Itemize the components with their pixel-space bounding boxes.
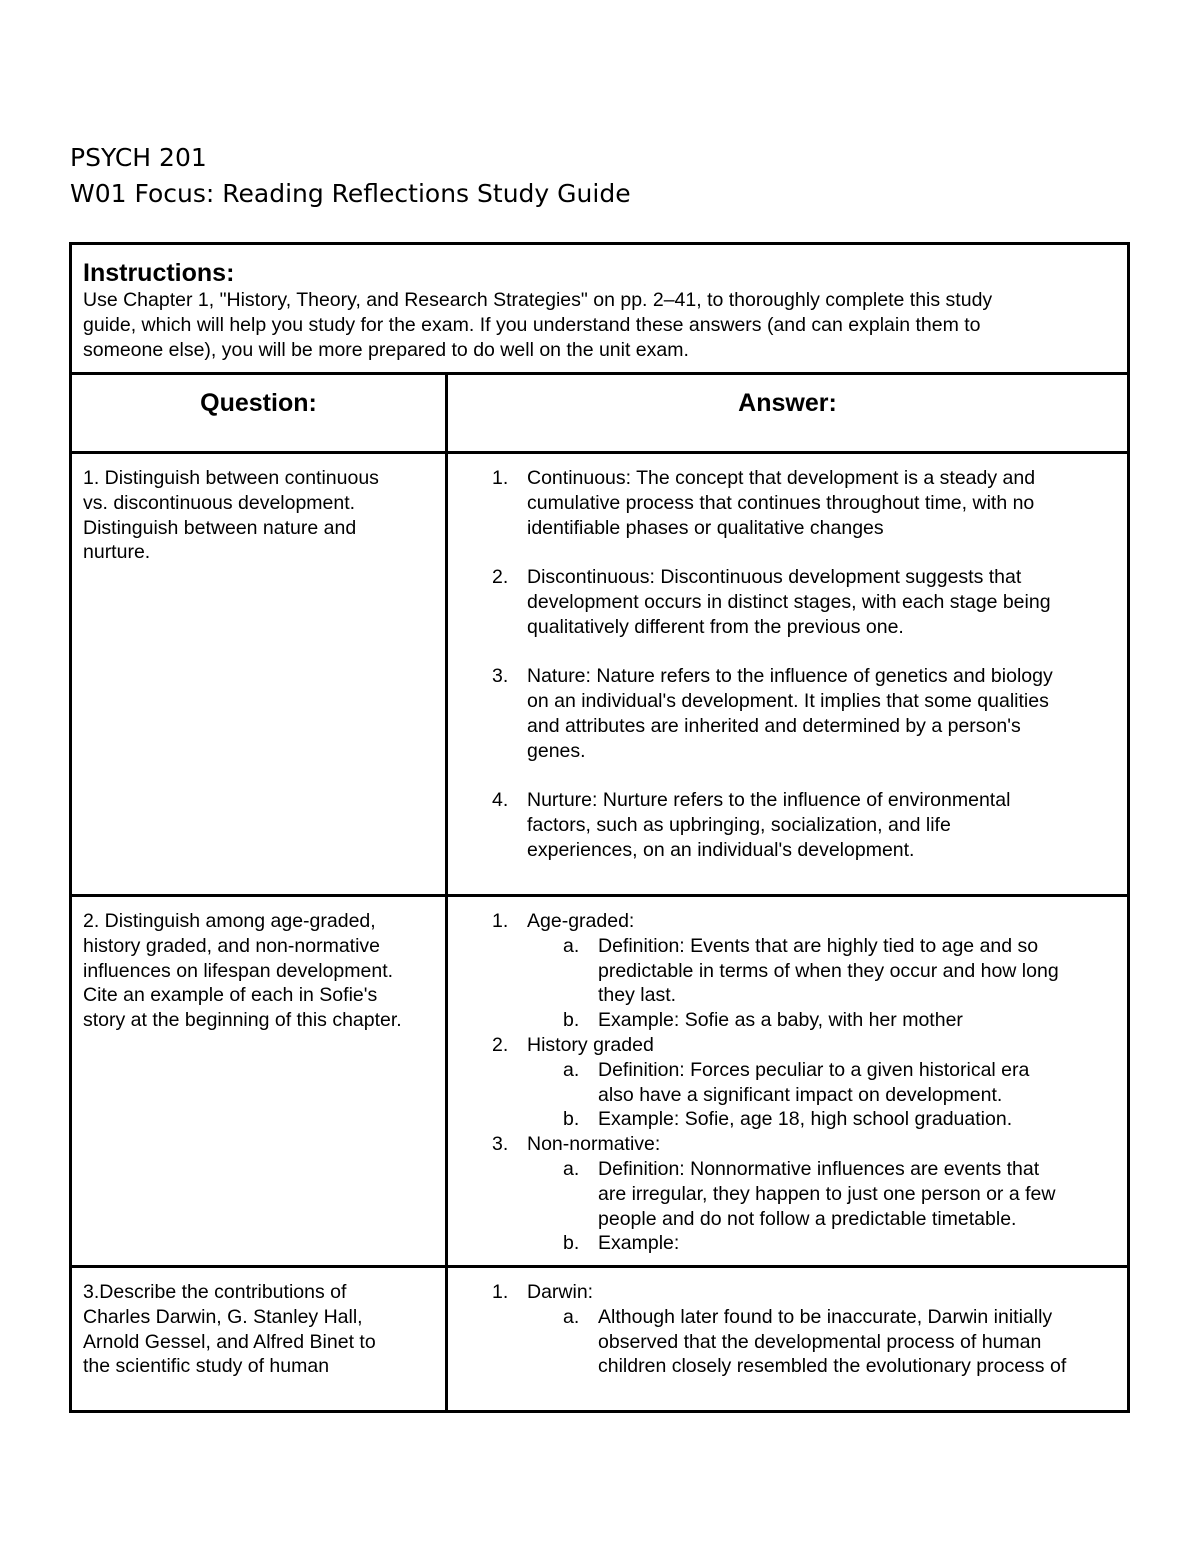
answer-line: Non-normative:	[527, 1133, 661, 1156]
question-column-header: Question:	[200, 389, 317, 417]
answer-line: factors, such as upbringing, socialization, and life	[527, 814, 951, 837]
answer-line: people and do not follow a predictable timetable.	[598, 1207, 1017, 1230]
subitem-letter: a.	[563, 934, 580, 957]
answer-subitem	[447, 1107, 1127, 1132]
answer-cell-2	[447, 909, 1127, 1256]
answer-item	[447, 1280, 1127, 1305]
answer-line: Definition: Events that are highly tied to age and so	[598, 934, 1039, 957]
question-cell-1	[83, 466, 438, 565]
answer-item	[447, 664, 1127, 763]
question-line: Distinguish between nature and	[83, 516, 357, 539]
answer-line: Nurture: Nurture refers to the influence of environmental	[527, 789, 1011, 812]
study-guide-table	[69, 242, 1130, 1413]
answer-subitem	[447, 1305, 1127, 1379]
question-line: history graded, and non-normative	[83, 934, 381, 957]
answer-item	[447, 1132, 1127, 1157]
answer-item	[447, 1033, 1127, 1058]
row-divider	[72, 1265, 1127, 1268]
answer-line: Discontinuous: Discontinuous development suggests that	[527, 566, 1022, 589]
answer-line: predictable in terms of when they occur and how long	[598, 959, 1059, 982]
answer-subitem	[447, 1231, 1127, 1256]
answer-line: also have a significant impact on development.	[598, 1083, 1003, 1106]
question-line: nurture.	[83, 541, 151, 564]
answer-line: Example: Sofie, age 18, high school graduation.	[598, 1108, 1013, 1131]
instructions-line: guide, which will help you study for the exam. If you understand these answers (and can explain them to	[83, 314, 981, 336]
question-line: Arnold Gessel, and Alfred Binet to	[83, 1330, 376, 1353]
question-cell-2	[83, 909, 438, 1033]
answer-item	[447, 909, 1127, 934]
item-number: 1.	[492, 910, 509, 932]
instructions-line: Use Chapter 1, "History, Theory, and Research Strategies" on pp. 2–41, to thoroughly complete this study	[83, 289, 993, 311]
answer-line: cumulative process that continues throughout time, with no	[527, 491, 1035, 514]
answer-column-header: Answer:	[738, 389, 837, 417]
question-line: Cite an example of each in Sofie's	[83, 984, 378, 1007]
subitem-letter: a.	[563, 1305, 580, 1328]
answer-cell-3	[447, 1280, 1127, 1379]
answer-line: children closely resembled the evolutionary process of	[598, 1355, 1067, 1378]
answer-line: Darwin:	[527, 1281, 594, 1303]
question-line: Charles Darwin, G. Stanley Hall,	[83, 1305, 363, 1328]
answer-line: Although later found to be inaccurate, Darwin initially	[598, 1305, 1053, 1328]
item-number: 1.	[492, 1281, 509, 1303]
answer-line: identifiable phases or qualitative changes	[527, 516, 884, 539]
answer-line: experiences, on an individual's development.	[527, 838, 915, 861]
question-line: 2. Distinguish among age-graded,	[83, 910, 376, 932]
instructions-line: someone else), you will be more prepared to do well on the unit exam.	[83, 339, 689, 361]
question-line: story at the beginning of this chapter.	[83, 1009, 402, 1032]
item-number: 1.	[492, 467, 509, 489]
question-line: 1. Distinguish between continuous	[83, 467, 379, 489]
question-line: the scientific study of human	[83, 1355, 330, 1378]
answer-item	[447, 788, 1127, 862]
row-divider	[72, 894, 1127, 897]
question-line: influences on lifespan development.	[83, 959, 394, 982]
item-number: 2.	[492, 1033, 509, 1056]
answer-line: Age-graded:	[527, 910, 635, 932]
answer-line: Definition: Nonnormative influences are events that	[598, 1157, 1040, 1180]
answer-subitem	[447, 1008, 1127, 1033]
answer-subitem	[447, 1157, 1127, 1231]
instructions-heading: Instructions:	[83, 259, 235, 287]
question-line: vs. discontinuous development.	[83, 491, 356, 514]
answer-line: they last.	[598, 984, 677, 1007]
row-divider	[72, 451, 1127, 454]
question-line: 3.Describe the contributions of	[83, 1281, 347, 1303]
answer-line: and attributes are inherited and determined by a person's	[527, 714, 1021, 737]
course-code: PSYCH 201	[70, 143, 207, 172]
answer-line: Example: Sofie as a baby, with her mother	[598, 1009, 963, 1032]
answer-line: on an individual's development. It implies that some qualities	[527, 690, 1049, 713]
item-number: 2.	[492, 566, 509, 589]
answer-item	[447, 466, 1127, 540]
answer-subitem	[447, 1058, 1127, 1108]
answer-line: Example:	[598, 1232, 680, 1255]
answer-line: qualitatively different from the previous one.	[527, 615, 904, 638]
answer-line: development occurs in distinct stages, with each stage being	[527, 590, 1051, 613]
question-cell-3	[83, 1280, 438, 1379]
subitem-letter: a.	[563, 1157, 580, 1180]
subitem-letter: b.	[563, 1108, 580, 1131]
item-number: 3.	[492, 665, 509, 688]
item-number: 4.	[492, 789, 509, 812]
item-number: 3.	[492, 1133, 509, 1156]
answer-line: Continuous: The concept that development is a steady and	[527, 467, 1036, 489]
answer-line: Nature: Nature refers to the influence of genetics and biology	[527, 665, 1053, 688]
instructions-cell	[72, 245, 1127, 375]
subitem-letter: b.	[563, 1009, 580, 1032]
answer-line: genes.	[527, 739, 586, 762]
answer-item	[447, 565, 1127, 639]
answer-line: observed that the developmental process of human	[598, 1330, 1042, 1353]
answer-line: Definition: Forces peculiar to a given historical era	[598, 1058, 1030, 1081]
answer-line: History graded	[527, 1033, 654, 1056]
page-title: W01 Focus: Reading Reflections Study Guide	[70, 179, 631, 208]
instructions-text	[83, 288, 1117, 363]
answer-line: are irregular, they happen to just one person or a few	[598, 1182, 1056, 1205]
answer-cell-1	[447, 466, 1127, 863]
answer-subitem	[447, 934, 1127, 1008]
subitem-letter: b.	[563, 1232, 580, 1255]
subitem-letter: a.	[563, 1058, 580, 1081]
